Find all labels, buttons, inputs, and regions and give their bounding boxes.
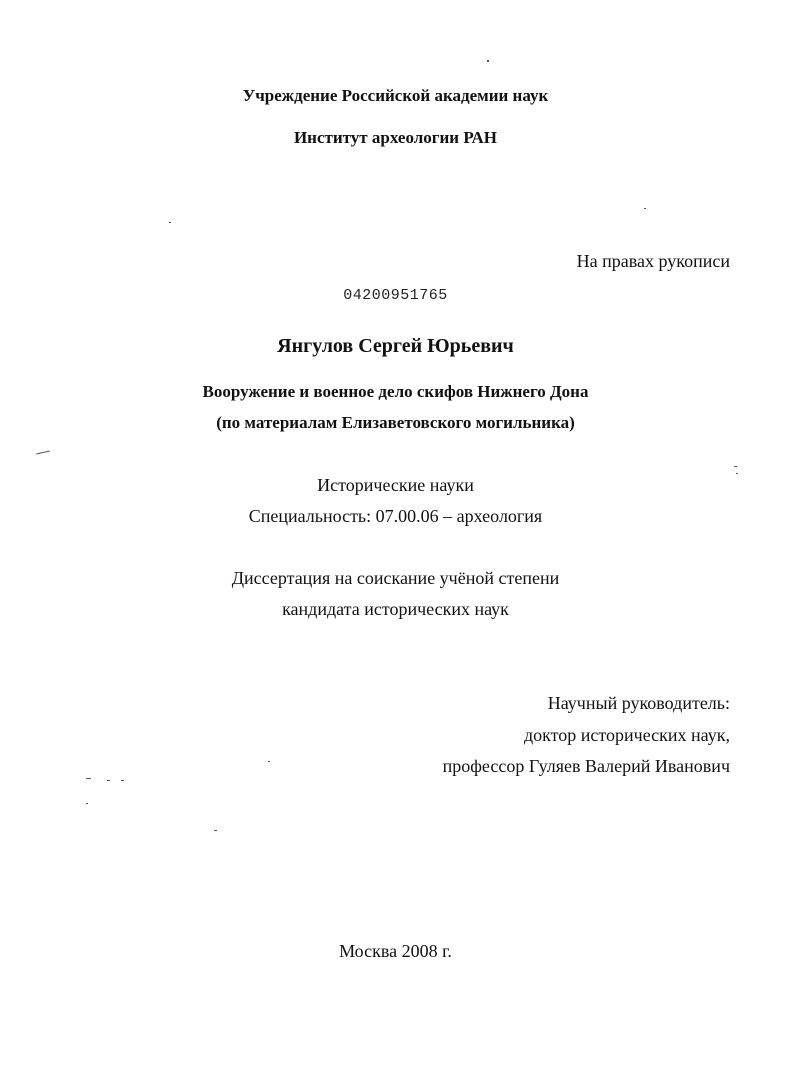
specialty: Специальность: 07.00.06 – археология xyxy=(248,506,543,526)
thesis-title-line-1: Вооружение и военное дело скифов Нижнего Дона xyxy=(202,382,589,401)
catalog-number: 04200951765 xyxy=(343,287,448,304)
academy-heading: Учреждение Российской академии наук xyxy=(242,86,549,105)
scan-speck xyxy=(36,451,50,455)
supervisor-label: Научный руководитель: xyxy=(547,693,730,713)
place-and-year: Москва 2008 г. xyxy=(339,941,452,961)
scan-speck xyxy=(121,780,124,781)
supervisor-degree: доктор исторических наук, xyxy=(524,725,730,745)
scan-speck xyxy=(169,222,171,223)
thesis-title-line-2: (по материалам Елизаветовского могильника) xyxy=(216,413,575,432)
degree-line-1: Диссертация на соискание учёной степени xyxy=(231,568,560,588)
supervisor-name: профессор Гуляев Валерий Иванович xyxy=(442,756,730,776)
rights-note: На правах рукописи xyxy=(576,251,730,271)
scan-speck xyxy=(86,778,91,779)
scan-speck xyxy=(487,60,489,62)
scan-speck xyxy=(107,780,110,781)
scan-speck xyxy=(734,466,737,467)
author-name: Янгулов Сергей Юрьевич xyxy=(277,335,514,357)
scan-speck xyxy=(214,830,217,831)
institute-heading: Институт археологии РАН xyxy=(293,128,498,147)
scan-speck xyxy=(268,761,270,762)
scan-speck xyxy=(736,473,738,474)
scan-speck xyxy=(644,208,646,209)
science-field: Исторические науки xyxy=(317,475,474,495)
degree-line-2: кандидата исторических наук xyxy=(282,599,509,619)
scan-speck xyxy=(86,803,88,804)
